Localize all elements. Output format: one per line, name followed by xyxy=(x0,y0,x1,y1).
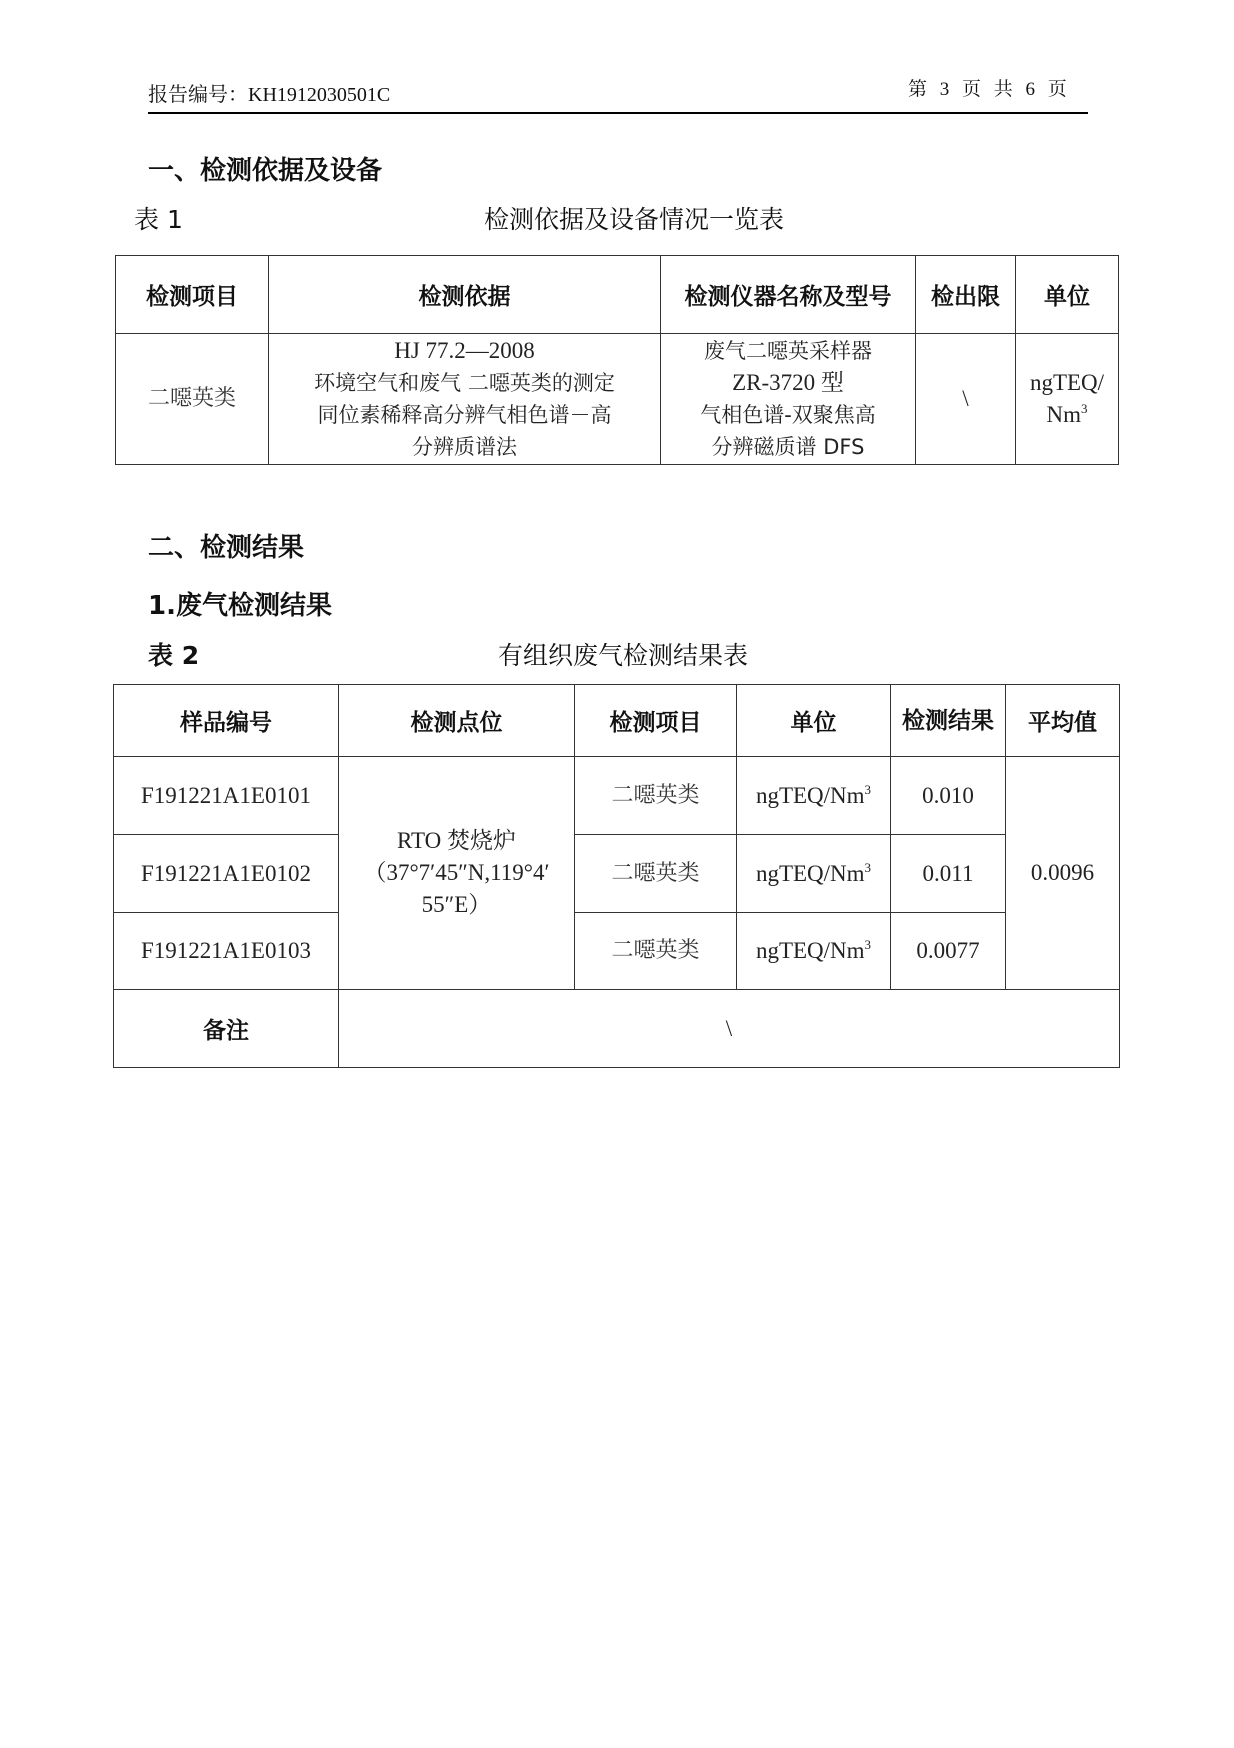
table-row xyxy=(114,913,1120,990)
table-waste-gas-results xyxy=(113,684,1120,1068)
col-header-average: 平均值 xyxy=(1006,685,1120,757)
col-header-item: 检测项目 xyxy=(575,685,737,757)
cell-unit xyxy=(737,757,891,835)
unit-line1: ngTEQ/ xyxy=(1029,370,1105,395)
instrument-model: ZR-3720 型 xyxy=(732,370,844,395)
col-header-basis: 检测依据 xyxy=(269,256,661,334)
location-name: RTO 焚烧炉 xyxy=(397,828,516,853)
cell-sample-id: F191221A1E0102 xyxy=(114,835,339,913)
cell-location xyxy=(339,757,575,990)
section1-heading: 一、检测依据及设备 xyxy=(148,156,383,186)
cell-item: 二噁英类 xyxy=(575,913,737,990)
unit-superscript: 3 xyxy=(864,781,872,797)
table2-title: 有组织废气检测结果表 xyxy=(498,641,749,670)
col-header-result: 检测结果 xyxy=(891,685,1006,757)
unit-superscript: 3 xyxy=(864,859,872,875)
col-header-unit: 单位 xyxy=(737,685,891,757)
instrument-line: 废气二噁英采样器 xyxy=(704,339,872,363)
basis-line: 环境空气和废气 二噁英类的测定 xyxy=(314,371,615,395)
table-row xyxy=(114,835,1120,913)
table-row xyxy=(114,757,1120,835)
remark-row xyxy=(114,990,1120,1068)
cell-item: 二噁英类 xyxy=(575,757,737,835)
basis-line: 分辨质谱法 xyxy=(412,435,517,459)
cell-unit xyxy=(737,835,891,913)
col-header-location: 检测点位 xyxy=(339,685,575,757)
report-number-value: KH1912030501C xyxy=(248,84,391,106)
cell-average: 0.0096 xyxy=(1006,757,1120,990)
table1-title: 检测依据及设备情况一览表 xyxy=(484,205,785,234)
report-number-label: 报告编号： xyxy=(148,84,248,106)
table-row xyxy=(116,334,1119,465)
page-indicator: 第 3 页 共 6 页 xyxy=(908,79,1071,100)
section2-subheading: 1.废气检测结果 xyxy=(148,591,332,621)
report-number xyxy=(148,78,390,107)
cell-basis xyxy=(269,334,661,465)
location-coords: （37°7′45″N,119°4′ xyxy=(363,860,550,885)
table2-label: 表 2 xyxy=(148,641,200,670)
table-detection-basis xyxy=(115,255,1119,465)
cell-detection-limit: \ xyxy=(916,334,1016,465)
cell-result: 0.0077 xyxy=(891,913,1006,990)
basis-line: 同位素稀释高分辨气相色谱－高 xyxy=(317,403,612,427)
cell-sample-id: F191221A1E0103 xyxy=(114,913,339,990)
cell-result: 0.011 xyxy=(891,835,1006,913)
remark-label: 备注 xyxy=(114,990,339,1068)
table1-label: 表 1 xyxy=(134,205,183,234)
cell-instrument xyxy=(661,334,916,465)
col-header-item: 检测项目 xyxy=(116,256,269,334)
unit-line2: Nm xyxy=(1046,402,1081,427)
basis-standard: HJ 77.2—2008 xyxy=(394,338,535,363)
col-header-detection-limit: 检出限 xyxy=(916,256,1016,334)
instrument-line: 气相色谱-双聚焦高 xyxy=(700,403,876,427)
col-header-instrument: 检测仪器名称及型号 xyxy=(661,256,916,334)
unit-superscript: 3 xyxy=(864,937,872,952)
unit-text: ngTEQ/Nm xyxy=(755,938,865,963)
cell-result: 0.010 xyxy=(891,757,1006,835)
header-divider xyxy=(148,112,1088,114)
col-header-sample-id: 样品编号 xyxy=(114,685,339,757)
instrument-line: 分辨磁质谱 DFS xyxy=(711,435,865,459)
unit-text: ngTEQ/Nm xyxy=(755,860,865,886)
col-header-unit: 单位 xyxy=(1016,256,1119,334)
location-coords-cont: 55″E） xyxy=(421,892,492,917)
cell-sample-id: F191221A1E0101 xyxy=(114,757,339,835)
cell-item: 二噁英类 xyxy=(116,334,269,465)
cell-unit xyxy=(737,913,891,990)
section2-heading: 二、检测结果 xyxy=(148,533,305,563)
remark-value: \ xyxy=(339,990,1120,1068)
table1-header-row xyxy=(116,256,1119,334)
table2-header-row xyxy=(114,685,1120,757)
cell-item: 二噁英类 xyxy=(575,835,737,913)
cell-unit xyxy=(1016,334,1119,465)
unit-superscript: 3 xyxy=(1081,401,1088,416)
unit-text: ngTEQ/Nm xyxy=(755,782,865,808)
